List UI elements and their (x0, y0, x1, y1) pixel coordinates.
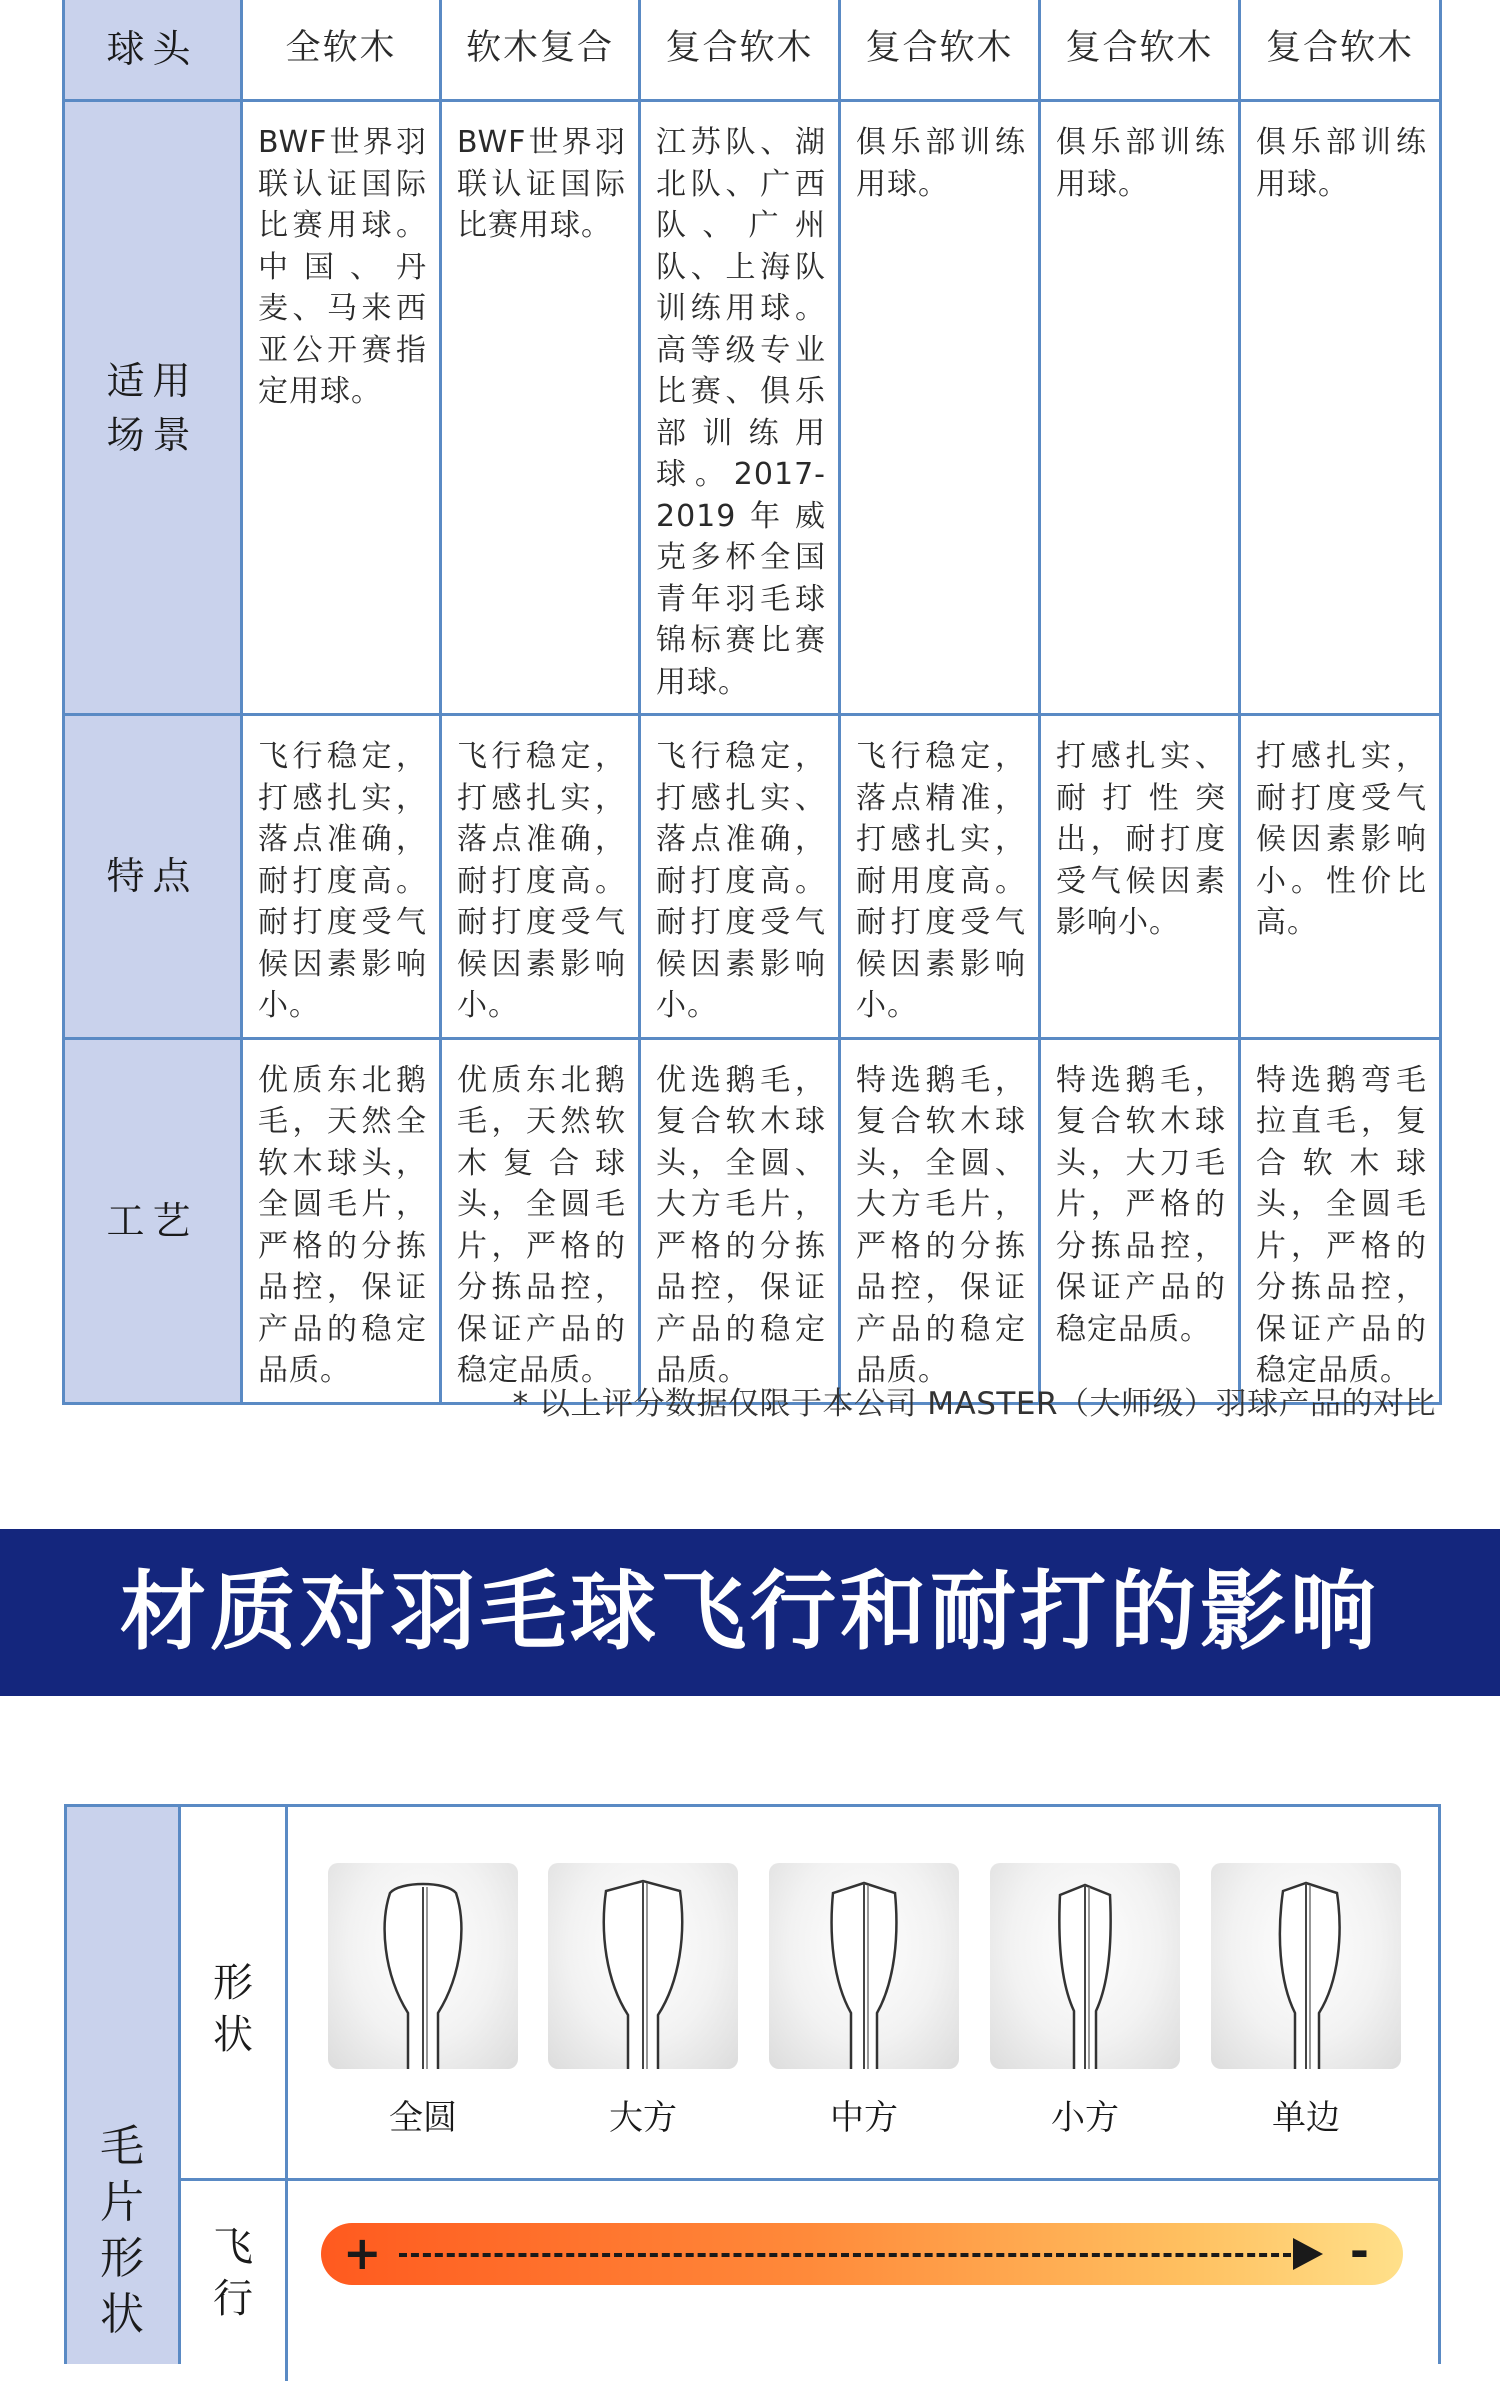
arrow-right-icon (1293, 2238, 1323, 2270)
features-cell-6: 打感扎实，耐打度受气候因素影响小。性价比高。 (1240, 715, 1441, 1039)
flight-row-label-text: 飞行 (213, 2224, 253, 2322)
shape-label-round: 全圆 (389, 2098, 457, 2138)
col-head-1: 全软木 (242, 0, 441, 101)
shape-label-large-square: 大方 (609, 2098, 677, 2138)
scene-cell-1: BWF世界羽联认证国际比赛用球。中国、丹麦、马来西亚公开赛指定用球。 (242, 101, 441, 715)
craft-cell-1: 优质东北鹅毛，天然全软木球头，全圆毛片，严格的分拣品控，保证产品的稳定品质。 (242, 1038, 441, 1403)
table-row-features (64, 715, 1441, 1039)
table-row-scene (64, 101, 1441, 715)
feather-small-square-icon (990, 1863, 1180, 2069)
shape-label-single-edge: 单边 (1272, 2098, 1340, 2138)
scene-cell-2: BWF世界羽联认证国际比赛用球。 (441, 101, 640, 715)
shape-row-label-text: 形状 (213, 1960, 253, 2058)
col-head-6: 复合软木 (1240, 0, 1441, 101)
shape-label-small-square: 小方 (1051, 2098, 1119, 2138)
shape-row-label (181, 1807, 288, 2178)
feather-side-header (67, 1807, 181, 2364)
section-banner-title: 材质对羽毛球飞行和耐打的影响 (0, 1529, 1500, 1696)
feather-single-edge-icon (1211, 1863, 1401, 2069)
col-head-2: 软木复合 (441, 0, 640, 101)
scene-cell-4: 俱乐部训练用球。 (840, 101, 1040, 715)
craft-cell-5: 特选鹅毛，复合软木球头，大刀毛片，严格的分拣品控，保证产品的稳定品质。 (1040, 1038, 1240, 1403)
table-row-head (64, 0, 1441, 101)
row-header-features: 特点 (64, 715, 242, 1039)
features-cell-4: 飞行稳定，落点精准，打感扎实，耐用度高。 耐打度受气候因素影响小。 (840, 715, 1040, 1039)
features-cell-1: 飞行稳定，打感扎实，落点准确，耐打度高。耐打度受气候因素影响小。 (242, 715, 441, 1039)
flight-gradient-bar (321, 2223, 1403, 2285)
features-cell-3: 飞行稳定，打感扎实、落点准确，耐打度高。耐打度受气候因素影响小。 (640, 715, 840, 1039)
feather-shape-panel (64, 1804, 1441, 2364)
scene-cell-5: 俱乐部训练用球。 (1040, 101, 1240, 715)
flight-row-label (181, 2178, 288, 2381)
craft-cell-3: 优选鹅毛，复合软木球头，全圆、大方毛片，严格的分拣品控，保证产品的稳定品质。 (640, 1038, 840, 1403)
plus-icon: + (343, 2226, 382, 2280)
col-head-5: 复合软木 (1040, 0, 1240, 101)
craft-cell-2: 优质东北鹅毛，天然软木复合球头，全圆毛片，严格的分拣品控，保证产品的稳定品质。 (441, 1038, 640, 1403)
shape-label-medium-square: 中方 (830, 2098, 898, 2138)
feather-medium-square-icon (769, 1863, 959, 2069)
table-row-craft (64, 1038, 1441, 1403)
feather-round-icon (328, 1863, 518, 2069)
footnote: * 以上评分数据仅限于本公司 MASTER（大师级）羽球产品的对比 (512, 1386, 1436, 1422)
craft-cell-6: 特选鹅弯毛拉直毛，复合软木球头，全圆毛片，严格的分拣品控，保证产品的稳定品质。 (1240, 1038, 1441, 1403)
feather-large-square-icon (548, 1863, 738, 2069)
row-header-scene: 适用场景 (64, 101, 242, 715)
feather-side-header-label: 毛片形状 (100, 2121, 144, 2340)
scene-cell-6: 俱乐部训练用球。 (1240, 101, 1441, 715)
features-cell-5: 打感扎实、耐打性突出，耐打度受气候因素影响小。 (1040, 715, 1240, 1039)
row-header-craft: 工艺 (64, 1038, 242, 1403)
col-head-3: 复合软木 (640, 0, 840, 101)
scene-cell-3: 江苏队、湖北队、广西队、广州队、上海队训练用球。高等级专业比赛、俱乐部训练用球。2017-2019年威克多杯全国青年羽毛球锦标赛比赛用球。 (640, 101, 840, 715)
col-head-4: 复合软木 (840, 0, 1040, 101)
craft-cell-4: 特选鹅毛，复合软木球头，全圆、大方毛片，严格的分拣品控，保证产品的稳定品质。 (840, 1038, 1040, 1403)
dashed-line (399, 2253, 1291, 2257)
comparison-table (62, 0, 1442, 1405)
features-cell-2: 飞行稳定，打感扎实，落点准确，耐打度高。耐打度受气候因素影响小。 (441, 715, 640, 1039)
row-divider (181, 2178, 1438, 2181)
row-header-head: 球头 (64, 0, 242, 101)
minus-icon: - (1349, 2224, 1369, 2278)
